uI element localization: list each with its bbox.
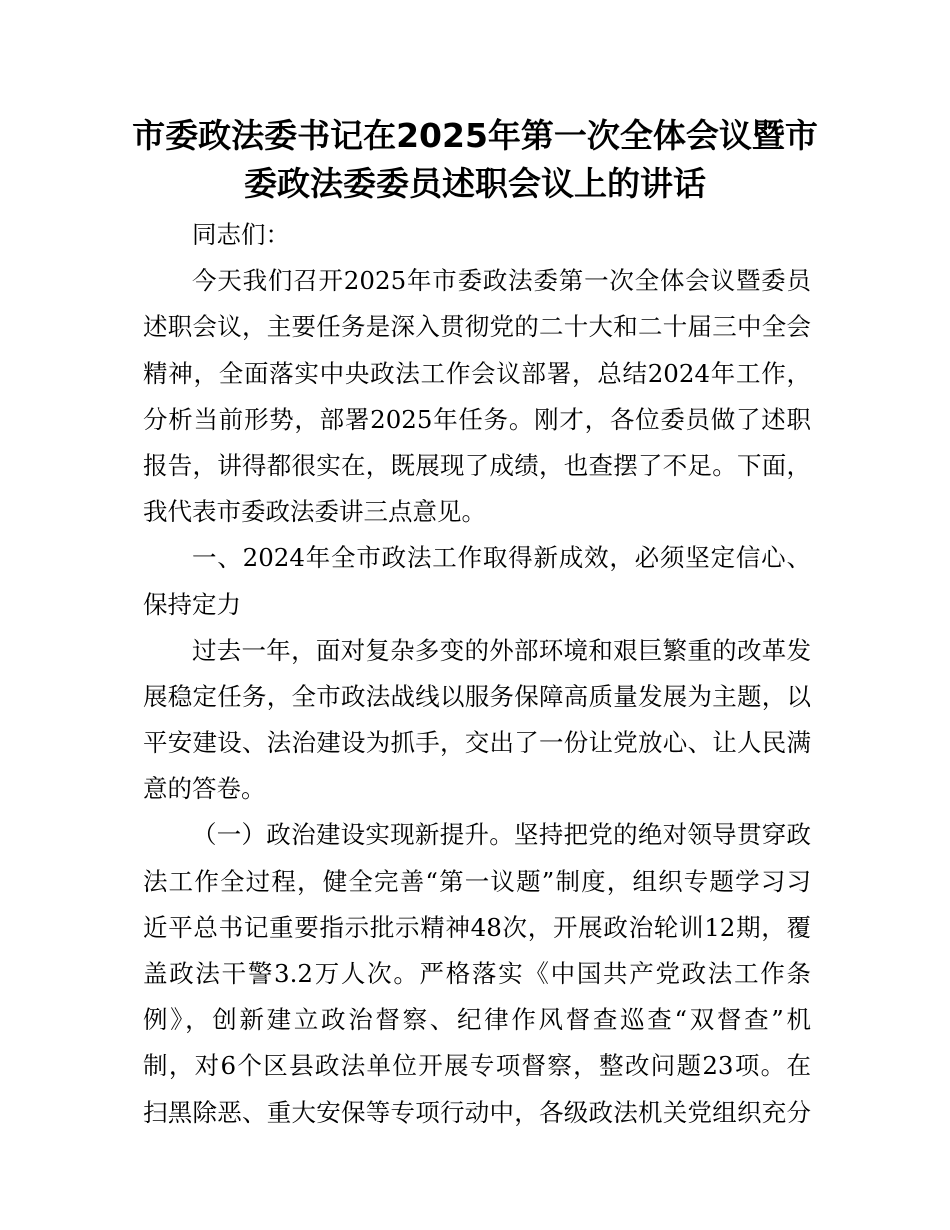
paragraph-line: 今天我们召开2025年市委政法委第一次全体会议暨委员 bbox=[192, 266, 811, 296]
document-body bbox=[143, 212, 811, 1136]
paragraph-political-building bbox=[143, 812, 811, 1135]
paragraph-line: 意的答卷。 bbox=[143, 774, 266, 804]
paragraph-line: 制，对6个区县政法单位开展专项督察，整改问题23项。在 bbox=[143, 1051, 811, 1081]
paragraph-line: 报告，讲得都很实在，既展现了成绩，也查摆了不足。下面， bbox=[143, 450, 811, 480]
document-title bbox=[120, 112, 830, 208]
paragraph-line: 法工作全过程，健全完善“第一议题”制度，组织专题学习习 bbox=[143, 866, 811, 896]
salutation: 同志们： bbox=[192, 220, 290, 249]
paragraph-line: 扫黑除恶、重大安保等专项行动中，各级政法机关党组织充分 bbox=[143, 1097, 811, 1127]
paragraph-line: 述职会议，主要任务是深入贯彻党的二十大和二十届三中全会 bbox=[143, 312, 811, 342]
paragraph-line: 分析当前形势，部署2025年任务。刚才，各位委员做了述职 bbox=[143, 404, 811, 434]
paragraph-line: 盖政法干警3.2万人次。严格落实《中国共产党政法工作条 bbox=[143, 959, 811, 988]
paragraph-line: 例》，创新建立政治督察、纪律作风督查巡查“双督查”机 bbox=[143, 1005, 811, 1035]
paragraph-line: 精神，全面落实中央政法工作会议部署，总结2024年工作， bbox=[143, 358, 811, 388]
paragraph-line: 过去一年，面对复杂多变的外部环境和艰巨繁重的改革发 bbox=[192, 635, 811, 665]
title-line-2: 委政法委委员述职会议上的讲话 bbox=[244, 164, 706, 203]
paragraph-line: 近平总书记重要指示批示精神48次，开展政治轮训12期，覆 bbox=[143, 912, 811, 942]
paragraph-line: 我代表市委政法委讲三点意见。 bbox=[143, 497, 486, 527]
paragraph-line: 平安建设、法治建设为抓手，交出了一份让党放心、让人民满 bbox=[143, 728, 811, 758]
paragraph-line: 展稳定任务，全市政法战线以服务保障高质量发展为主题，以 bbox=[143, 681, 811, 711]
title-line-1: 市委政法委书记在2025年第一次全体会议暨市 bbox=[132, 116, 818, 155]
paragraph-past-year bbox=[143, 628, 811, 813]
paragraph-line: （一）政治建设实现新提升。坚持把党的绝对领导贯穿政 bbox=[192, 820, 811, 850]
heading-line: 一、2024年全市政法工作取得新成效，必须坚定信心、 bbox=[192, 543, 811, 573]
paragraph-opening bbox=[143, 258, 811, 535]
heading-line: 保持定力 bbox=[143, 589, 241, 619]
section-heading-1 bbox=[143, 535, 811, 627]
